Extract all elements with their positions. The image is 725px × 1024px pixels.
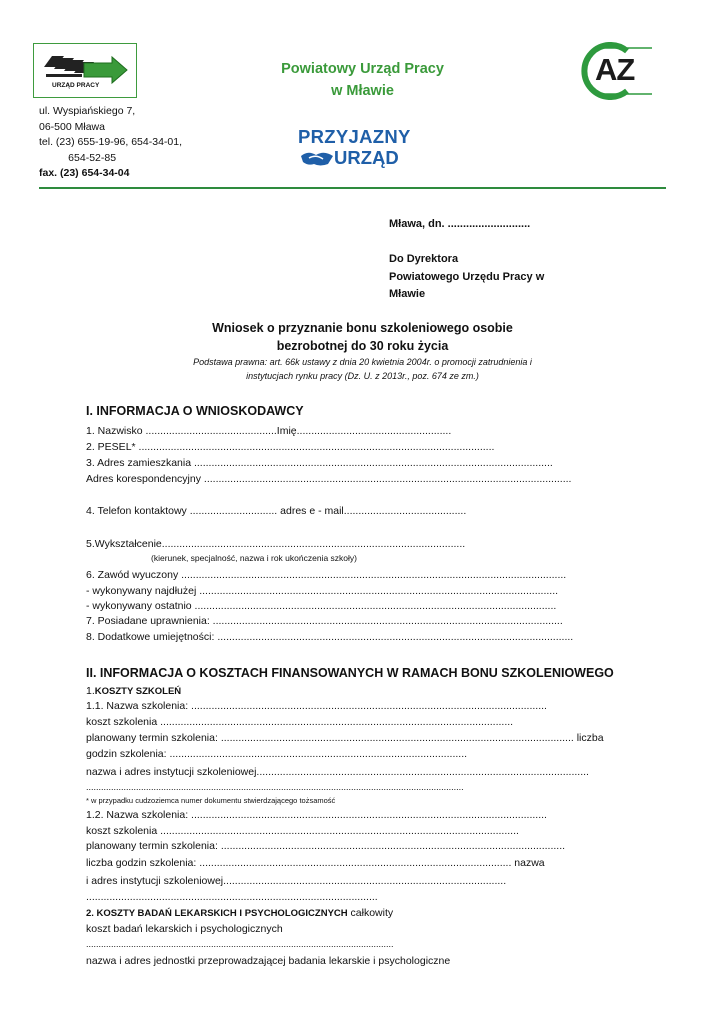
az-logo bbox=[575, 42, 653, 100]
office-logo-text: URZĄD PRACY bbox=[52, 82, 100, 89]
pesel-field[interactable]: 2. PESEL* .......................................................................................................................... bbox=[86, 441, 495, 453]
training1-institution-continuation[interactable]: ....................................................................................................................................................... bbox=[86, 782, 464, 792]
recipient-line1: Do Dyrektora bbox=[389, 253, 459, 265]
section1-heading: I. INFORMACJA O WNIOSKODAWCY bbox=[86, 404, 304, 418]
legal-basis-line2: instytucjach rynku pracy (Dz. U. z 2013r., poz. 674 ze zm.) bbox=[246, 371, 479, 381]
training1-institution-field[interactable]: nazwa i adres instytucji szkoleniowej.................................................................................................................. bbox=[86, 766, 589, 778]
training1-name-field[interactable]: 1.1. Nazwa szkolenia: .......................................................................................................................... bbox=[86, 700, 547, 712]
legal-basis-line1: Podstawa prawna: art. 66k ustawy z dnia 20 kwietnia 2004r. o promocji zatrudnienia i bbox=[193, 357, 532, 367]
medical-costs-subheading bbox=[86, 907, 393, 919]
address-line: ul. Wyspiańskiego 7, bbox=[39, 105, 136, 117]
training2-institution-field[interactable]: i adres instytucji szkoleniowej................................................................................................. bbox=[86, 875, 507, 887]
handshake-icon bbox=[300, 148, 334, 168]
place-date-field[interactable]: Mława, dn. ........................... bbox=[389, 218, 531, 230]
training2-name-field[interactable]: 1.2. Nazwa szkolenia: .......................................................................................................................... bbox=[86, 809, 547, 821]
subheading-number: 1. bbox=[86, 685, 95, 697]
form-title-line2: bezrobotnej do 30 roku życia bbox=[276, 339, 449, 353]
medical-costs-suffix: całkowity bbox=[347, 907, 394, 919]
training2-hours-field[interactable]: liczba godzin szkolenia: ........................................................................................................... nazwa bbox=[86, 857, 545, 869]
friendly-office-badge bbox=[296, 126, 411, 174]
badge-word-przyjazny: PRZYJAZNY bbox=[298, 126, 411, 147]
form-title-line1: Wniosek o przyznanie bonu szkoleniowego osobie bbox=[212, 321, 513, 335]
address-line: tel. (23) 655-19-96, 654-34-01, bbox=[39, 136, 183, 149]
residence-address-field[interactable]: 3. Adres zamieszkania ........................................................................................................................... bbox=[86, 457, 553, 469]
training1-hours-field[interactable]: godzin szkolenia: ...................................................................................................... bbox=[86, 748, 468, 760]
additional-skills-field[interactable]: 8. Dodatkowe umiejętności: .......................................................................................................................... bbox=[86, 631, 574, 643]
office-name-line1: Powiatowy Urząd Pracy bbox=[281, 61, 444, 77]
foreigner-footnote: * w przypadku cudzoziemca numer dokumentu stwierdzającego tożsamość bbox=[86, 796, 336, 805]
training1-date-field[interactable]: planowany termin szkolenia: ......................................................................................................................... liczba bbox=[86, 732, 604, 744]
recipient-line3: Mławie bbox=[389, 288, 426, 300]
education-field[interactable]: 5.Wykształcenie........................................................................................................ bbox=[86, 538, 466, 550]
section2-heading: II. INFORMACJA O KOSZTACH FINANSOWANYCH W RAMACH BONU SZKOLENIOWEGO bbox=[86, 666, 614, 680]
medical-costs-label: koszt badań lekarskich i psychologicznych bbox=[86, 923, 283, 935]
az-logo-text: AZ bbox=[595, 52, 635, 87]
office-address bbox=[39, 104, 182, 182]
medical-unit-label: nazwa i adres jednostki przeprowadzającej badania lekarskie i psychologiczne bbox=[86, 955, 451, 967]
office-name-line2: w Mławie bbox=[331, 83, 394, 99]
training2-institution-continuation[interactable]: .................................................................................................... bbox=[86, 891, 378, 903]
training1-cost-field[interactable]: koszt szkolenia ......................................................................................................................... bbox=[86, 716, 514, 728]
training-costs-subheading bbox=[86, 685, 181, 697]
address-line: 06-500 Mława bbox=[39, 120, 105, 133]
fax-number: fax. (23) 654-34-04 bbox=[39, 167, 130, 180]
recipient-line2: Powiatowego Urzędu Pracy w bbox=[389, 271, 545, 283]
correspondence-address-field[interactable]: Adres korespondencyjny .............................................................................................................................. bbox=[86, 473, 572, 485]
medical-costs-title: 2. KOSZTY BADAŃ LEKARSKICH I PSYCHOLOGICZNYCH bbox=[86, 908, 348, 919]
address-line: 654-52-85 bbox=[39, 151, 117, 164]
phone-email-field[interactable]: 4. Telefon kontaktowy .............................. adres e - mail.......................................... bbox=[86, 505, 467, 517]
medical-costs-field[interactable]: ........................................................................................................................... bbox=[86, 939, 394, 949]
qualifications-field[interactable]: 7. Posiadane uprawnienia: ........................................................................................................................ bbox=[86, 615, 563, 627]
subheading-title: KOSZTY SZKOLEŃ bbox=[94, 686, 182, 697]
badge-word-urzad: URZĄD bbox=[334, 147, 399, 168]
longest-profession-field[interactable]: - wykonywany najdłużej ........................................................................................................................... bbox=[86, 585, 559, 597]
training2-date-field[interactable]: planowany termin szkolenia: ...................................................................................................................... bbox=[86, 840, 566, 852]
learned-profession-field[interactable]: 6. Zawód wyuczony .................................................................................................................................... bbox=[86, 569, 567, 581]
education-hint: (kierunek, specjalność, nazwa i rok ukończenia szkoły) bbox=[151, 553, 357, 563]
last-profession-field[interactable]: - wykonywany ostatnio ............................................................................................................................ bbox=[86, 600, 557, 612]
training2-cost-field[interactable]: koszt szkolenia ........................................................................................................................... bbox=[86, 825, 519, 837]
header-divider bbox=[39, 187, 666, 189]
surname-name-field[interactable]: 1. Nazwisko .............................................Imię..................................................... bbox=[86, 425, 452, 437]
